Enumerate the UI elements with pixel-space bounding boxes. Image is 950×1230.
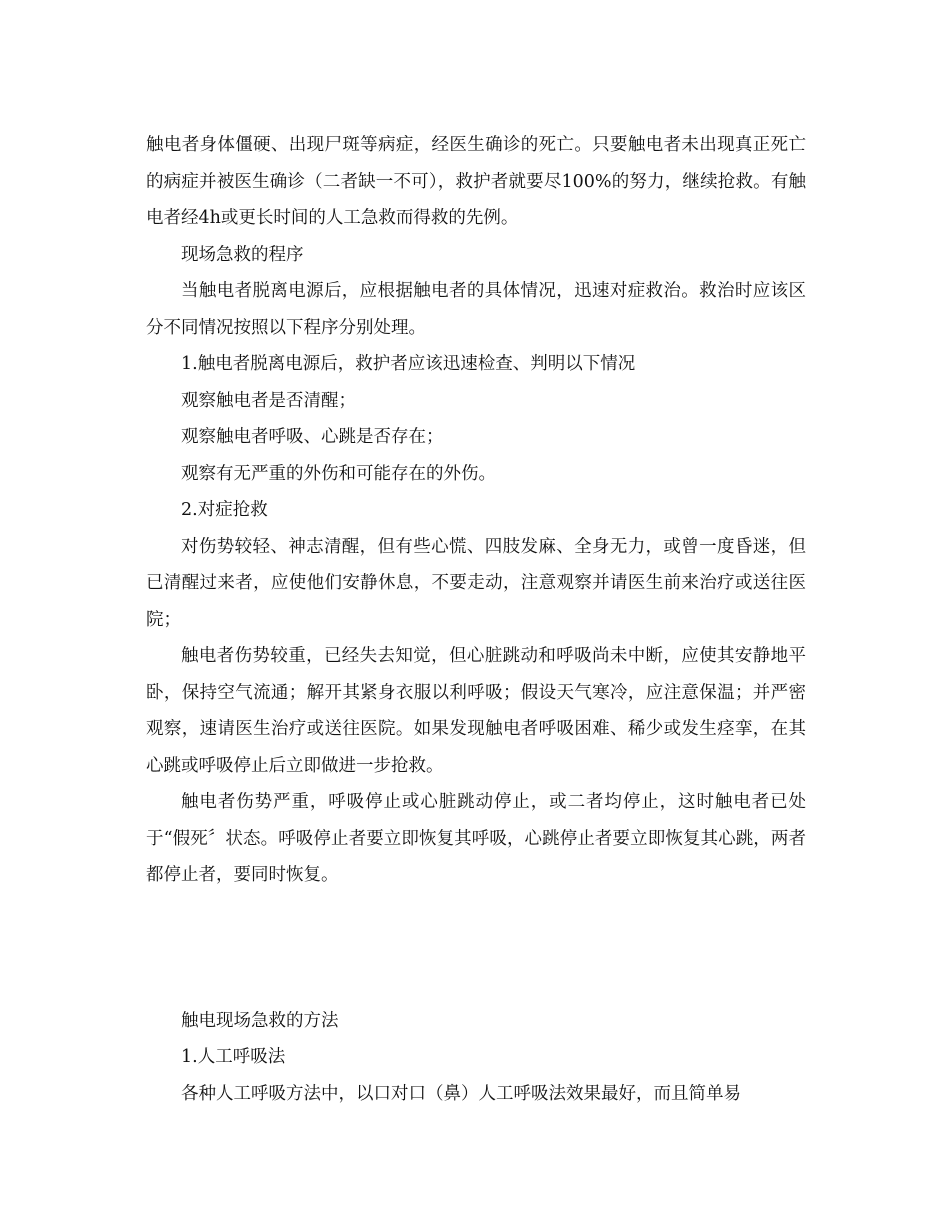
paragraph-death-criteria: 触电者身体僵硬、出现尸斑等病症，经医生确诊的死亡。只要触电者未出现真正死亡的病症并被医生确诊（二者缺一不可），救护者就要尽100%的努力，继续抢救。有触电者经4h或更长时间的人工急救而得救的先例。 xyxy=(146,135,806,228)
section-spacer xyxy=(146,894,806,1003)
list-item-artificial-respiration: 1.人工呼吸法 xyxy=(181,1047,286,1067)
list-item-symptomatic-rescue: 2.对症抢救 xyxy=(181,500,268,520)
paragraph-critical-injury: 触电者伤势严重，呼吸停止或心脏跳动停止，或二者均停止，这时触电者已处于“假死〞状态。呼吸停止者要立即恢复其呼吸，心跳停止者要立即恢复其心跳，两者都停止者，要同时恢复。 xyxy=(146,792,806,885)
list-item-observe-injury: 观察有无严重的外伤和可能存在的外伤。 xyxy=(181,463,496,484)
paragraph-mild-injury: 对伤势较轻、神志清醒，但有些心慌、四肢发麻、全身无力，或曾一度昏迷，但已清醒过来者，应使他们安静休息，不要走动，注意观察并请医生前来治疗或送往医院； xyxy=(146,536,806,630)
list-item-observe-conscious: 观察触电者是否清醒； xyxy=(181,390,356,411)
list-item-check-condition: 1.触电者脱离电源后，救护者应该迅速检查、判明以下情况 xyxy=(181,354,636,374)
paragraph-mouth-to-mouth: 各种人工呼吸方法中，以口对口（鼻）人工呼吸法效果最好，而且简单易 xyxy=(181,1083,741,1104)
paragraph-serious-injury: 触电者伤势较重，已经失去知觉，但心脏跳动和呼吸尚未中断，应使其安静地平卧，保持空气流通；解开其紧身衣服以利呼吸；假设天气寒冷，应注意保温；并严密观察，速请医生治疗或送往医院。如果发现触电者呼吸困难、稀少或发生痉挛，在其心跳或呼吸停止后立即做进一步抢救。 xyxy=(146,646,806,776)
document-body xyxy=(146,127,806,1112)
heading-onsite-procedure: 现场急救的程序 xyxy=(181,244,304,265)
list-item-observe-breathing: 观察触电者呼吸、心跳是否存在； xyxy=(181,427,444,447)
heading-rescue-methods: 触电现场急救的方法 xyxy=(181,1010,339,1031)
paragraph-procedure-intro: 当触电者脱离电源后，应根据触电者的具体情况，迅速对症救治。救治时应该区分不同情况按照以下程序分别处理。 xyxy=(146,281,806,338)
